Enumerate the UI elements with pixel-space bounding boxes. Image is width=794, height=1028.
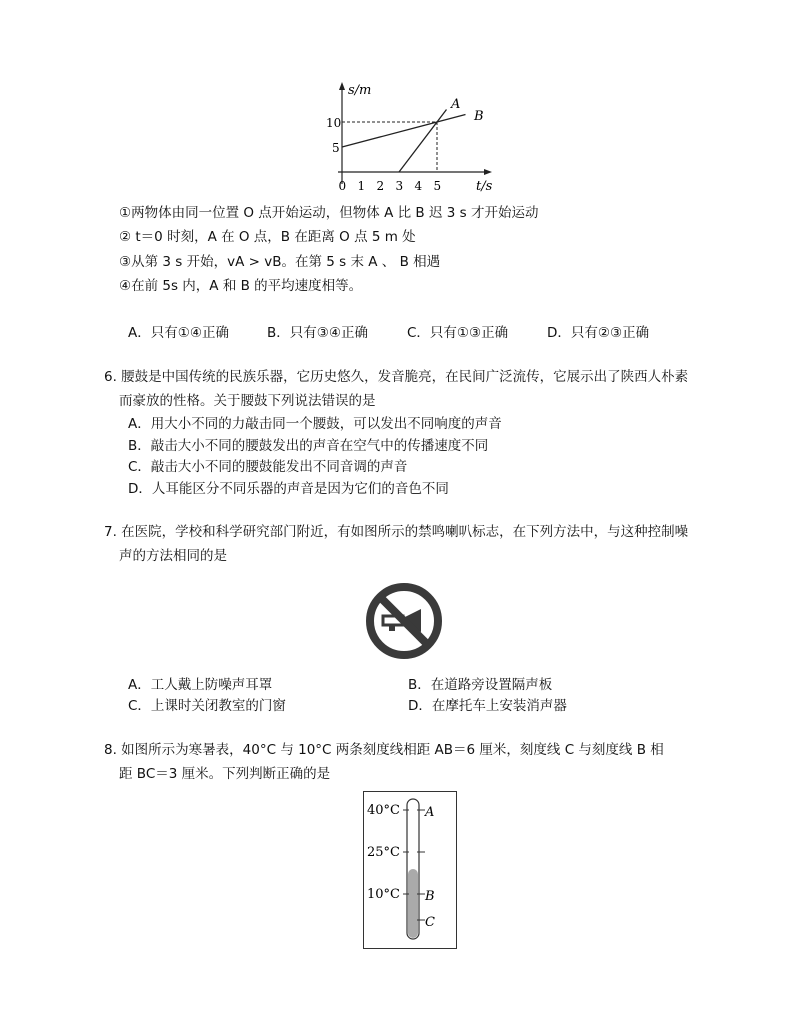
q7-option-c[interactable]: C．上课时关闭教室的门窗 [128, 698, 286, 714]
y-tick-5: 5 [332, 141, 340, 155]
q7-stem-line2: 声的方法相同的是 [119, 548, 227, 564]
q5-option-a[interactable]: A．只有①④正确 [128, 325, 229, 341]
statement-3: ③从第 3 s 开始，vA > vB。在第 5 s 末 A 、 B 相遇 [119, 254, 441, 270]
statement-2: ② t＝0 时刻，A 在 O 点，B 在距离 O 点 5 m 处 [119, 229, 416, 245]
q6-stem-line2: 而豪放的性格。关于腰鼓下列说法错误的是 [119, 393, 376, 409]
q7-option-a[interactable]: A．工人戴上防噪声耳罩 [128, 677, 273, 693]
q6-option-c[interactable]: C．敲击大小不同的腰鼓能发出不同音调的声音 [128, 459, 408, 475]
mark-c: C [425, 915, 435, 930]
q7-stem-line1: 7. 在医院，学校和科学研究部门附近，有如图所示的禁鸣喇叭标志，在下列方法中，与这种控制噪 [104, 524, 689, 540]
statement-4: ④在前 5s 内，A 和 B 的平均速度相等。 [119, 278, 363, 294]
label-40c: 40°C [367, 803, 400, 818]
x-tick-2: 2 [376, 179, 385, 193]
x-tick-3: 3 [395, 179, 404, 193]
x-tick-4: 4 [414, 179, 423, 193]
q5-option-b[interactable]: B．只有③④正确 [267, 325, 368, 341]
q5-option-d[interactable]: D．只有②③正确 [547, 325, 650, 341]
no-horn-sign-icon [363, 580, 445, 662]
x-tick-0: 0 [338, 179, 347, 193]
line-b-label: B [474, 109, 484, 124]
q8-stem-line1: 8. 如图所示为寒暑表，40°C 与 10°C 两条刻度线相距 AB＝6 厘米，刻度线 C 与刻度线 B 相 [104, 742, 664, 758]
q6-option-a[interactable]: A．用大小不同的力敲击同一个腰鼓，可以发出不同响度的声音 [128, 416, 502, 432]
y-tick-10: 10 [326, 116, 342, 130]
label-25c: 25°C [367, 845, 400, 860]
x-axis-label: t/s [476, 179, 493, 194]
line-b [342, 115, 466, 148]
q6-option-b[interactable]: B．敲击大小不同的腰鼓发出的声音在空气中的传播速度不同 [128, 438, 489, 454]
q7-option-b[interactable]: B．在道路旁设置隔声板 [408, 677, 553, 693]
q7-option-d[interactable]: D．在摩托车上安装消声器 [408, 698, 567, 714]
x-axis-arrow [484, 169, 492, 175]
y-axis-label: s/m [348, 83, 372, 98]
statement-1: ①两物体由同一位置 O 点开始运动，但物体 A 比 B 迟 3 s 才开始运动 [119, 205, 539, 221]
x-tick-5: 5 [433, 179, 442, 193]
line-a-label: A [451, 97, 461, 112]
q6-option-d[interactable]: D．人耳能区分不同乐器的声音是因为它们的音色不同 [128, 481, 449, 497]
thermometer-liquid [408, 869, 418, 938]
s-t-graph [326, 78, 500, 196]
x-tick-labels [339, 179, 442, 193]
q6-stem-line1: 6. 腰鼓是中国传统的民族乐器，它历史悠久，发音脆亮，在民间广泛流传，它展示出了陕西人朴素 [104, 369, 689, 385]
line-a [399, 110, 447, 173]
mark-b: B [425, 889, 435, 904]
q8-stem-line2: 距 BC＝3 厘米。下列判断正确的是 [119, 766, 331, 782]
y-axis-arrow [339, 82, 345, 90]
mark-a: A [425, 805, 435, 820]
thermometer-figure [363, 791, 457, 949]
x-tick-1: 1 [357, 179, 366, 193]
label-10c: 10°C [367, 887, 400, 902]
q5-option-c[interactable]: C．只有①③正确 [407, 325, 509, 341]
